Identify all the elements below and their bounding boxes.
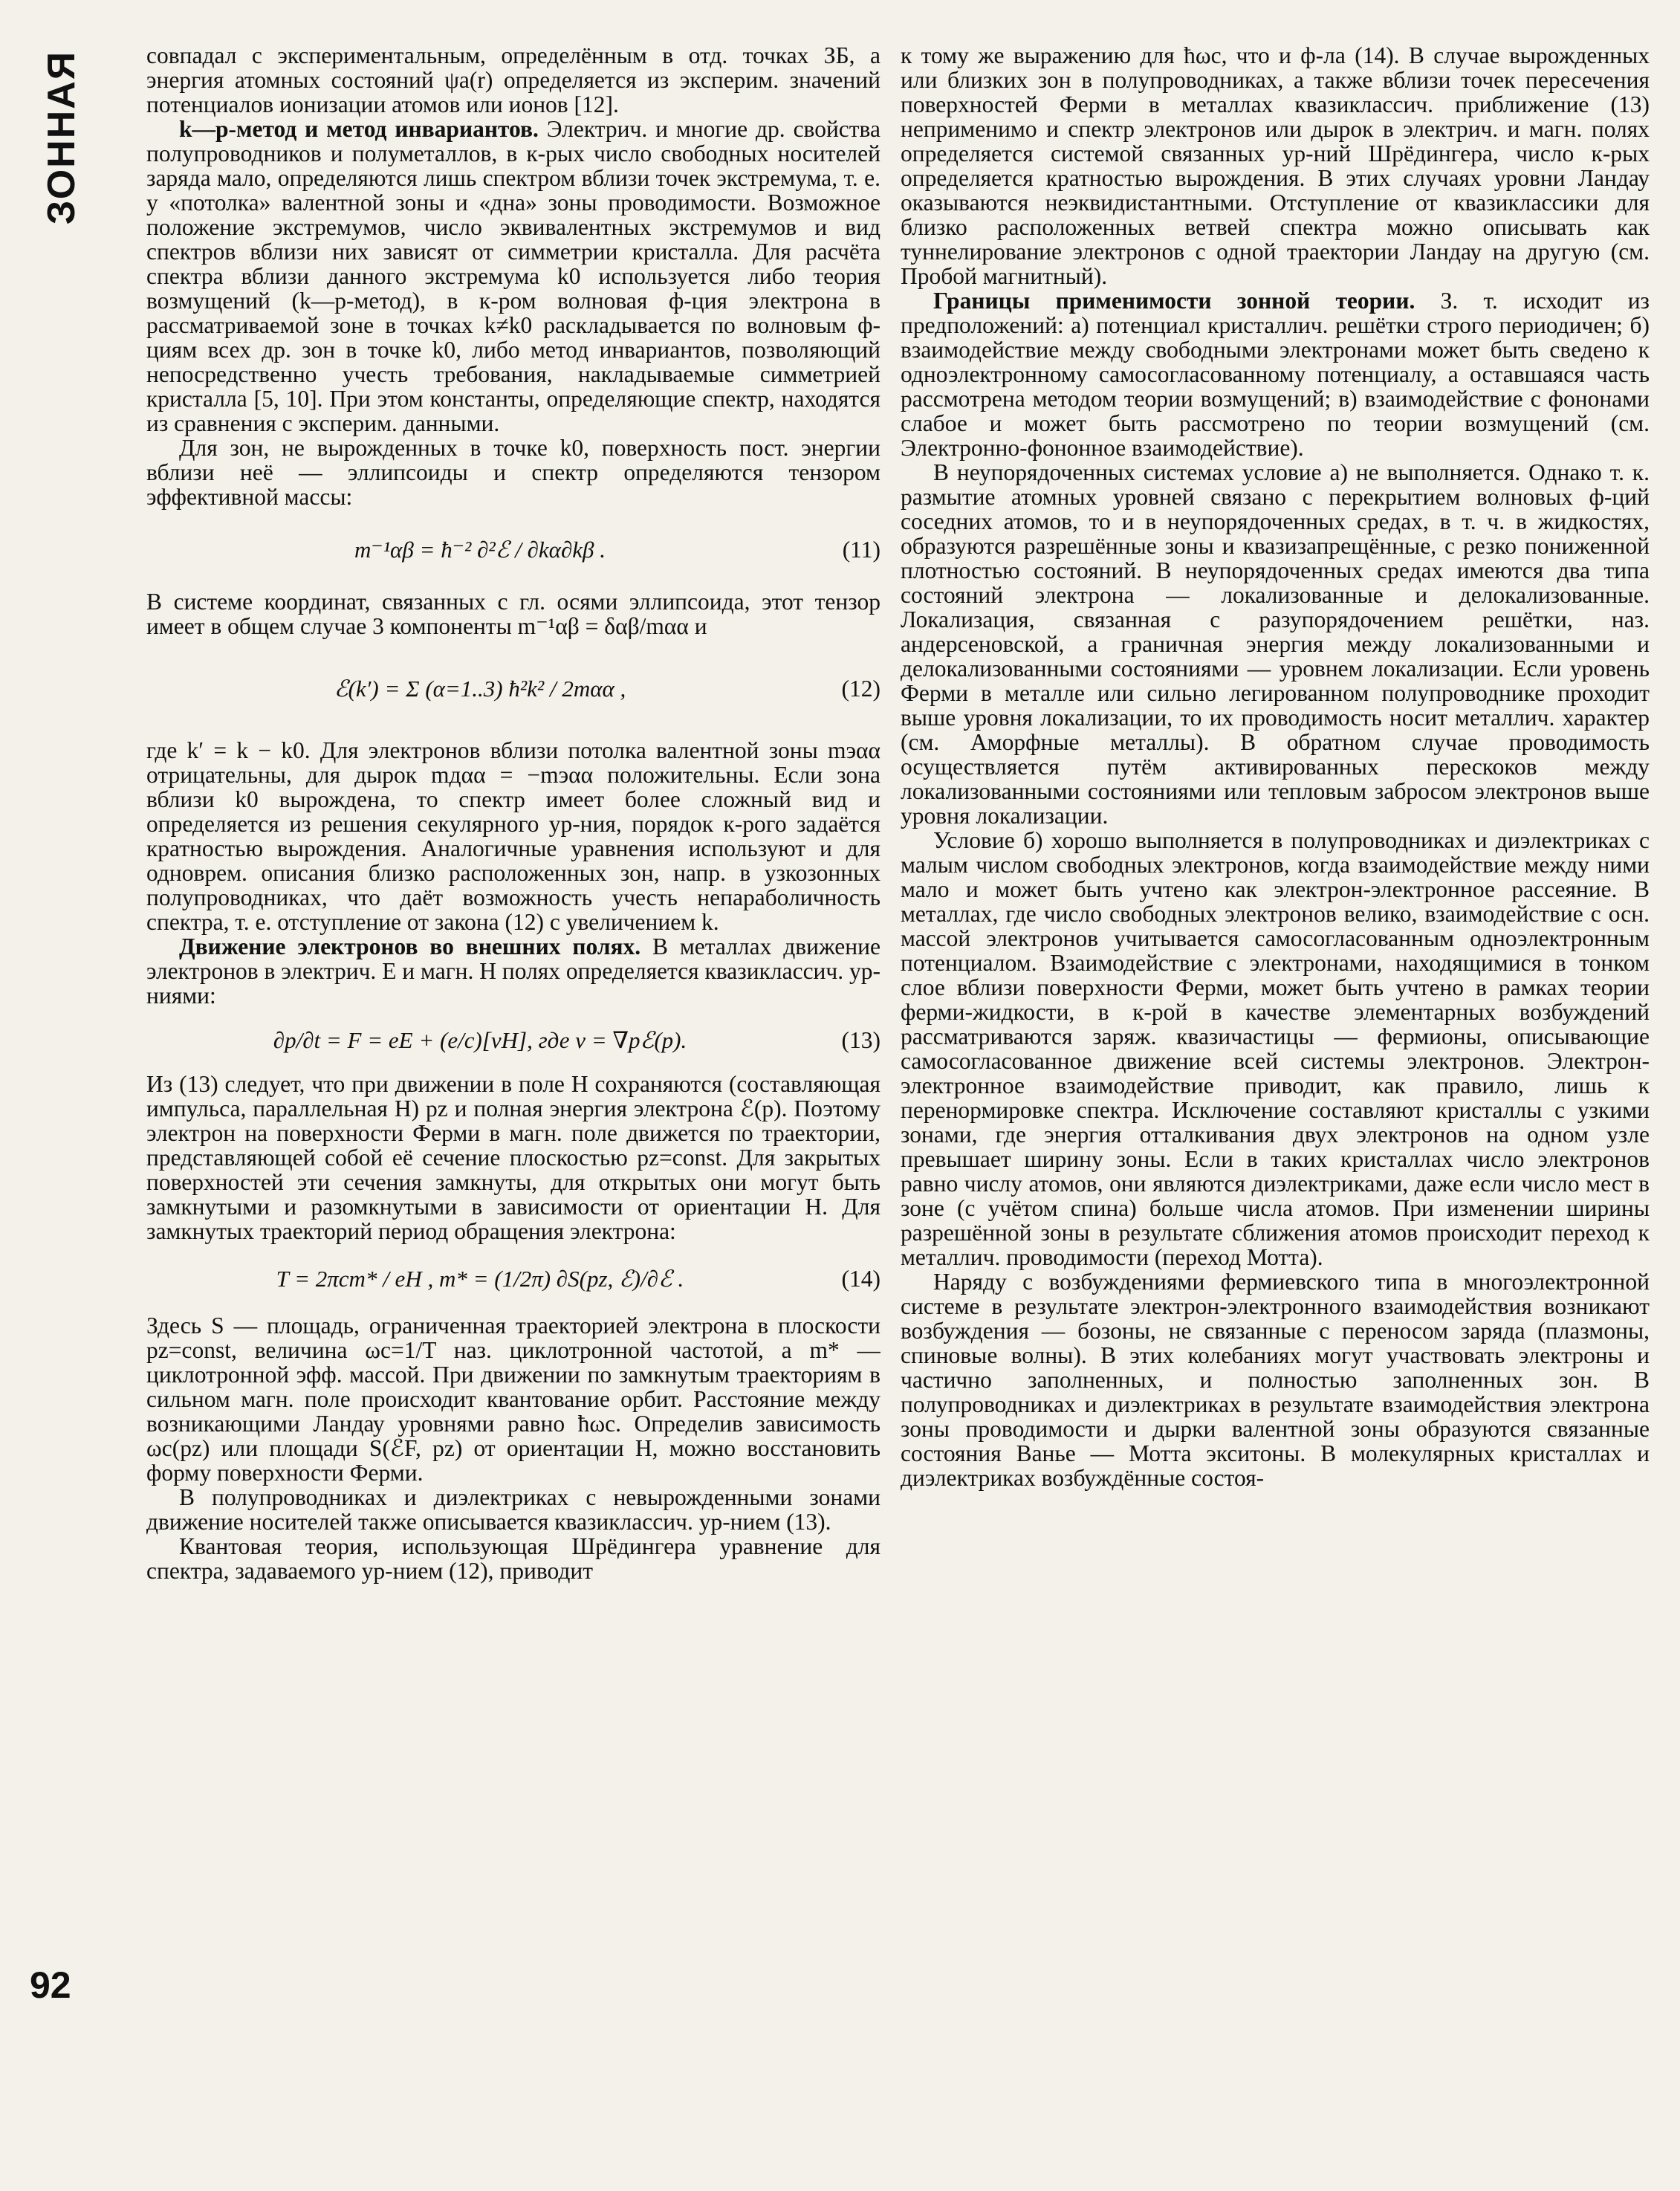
paragraph: k—p-метод и метод инвариантов. Электрич. и многие др. свойства полупроводников и полуметаллов, в к-рых число свободных носителей заряда мало, определяются лишь спектром вблизи точек экстремума, т. е. у «потолка» валентной зоны и «дна» зоны проводимости. Возможное положение экстремумов, число эквивалентных экстремумов и вид спектров вблизи них зависят от симметрии кристалла. Для расчёта спектра вблизи данного экстремума k0 используется либо теория возмущений (k—p-метод), в к-ром волновая ф-ция электрона в рассматриваемой зоне в точках k≠k0 раскладывается по волновым ф-циям всех др. зон в точке k0, либо метод инвариантов, позволяющий непосредственно учесть требования, накладываемые симметрией кристалла [5, 10]. При этом константы, определяющие спектр, находятся из сравнения с эксперим. данными. [146,116,880,436]
paragraph: В системе координат, связанных с гл. осями эллипсоида, этот тензор имеет в общем случае 3 компоненты m⁻¹αβ = δαβ/mαα и [146,589,880,639]
formula-number: (12) [841,675,880,702]
section-heading: Границы применимости зонной теории. [933,288,1415,314]
paragraph: где k′ = k − k0. Для электронов вблизи потолка валентной зоны mэαα отрицательны, для дырок mдαα = −mэαα положительны. Если зона вблизи k0 вырождена, то спектр имеет более сложный вид и определяется из решения секулярного ур-ния, порядок к-рого задаётся кратностью вырождения. Аналогичные уравнения используют и для одноврем. описания близко расположенных зон, напр. в узкозонных полупроводниках, что даёт возможность учесть непараболичность спектра, т. е. отступление от закона (12) с увеличением k. [146,737,880,935]
section-heading: k—p-метод и метод инвариантов. [179,116,539,142]
paragraph: Условие б) хорошо выполняется в полупроводниках и диэлектриках с малым числом свободных электронов, когда взаимодействие между ними мало и может быть учтено как электрон-электронное рассеяние. В металлах, где число свободных электронов велико, взаимодействие с осн. массой электронов учитывается самосогласованным одноэлектронным потенциалом. Взаимодействие с электронами, находящимися в тонком слое вблизи поверхности Ферми, может быть учтено в рамках теории ферми-жидкости, в к-рой в качестве элементарных возбуждений рассматриваются заряж. квазичастицы — фермионы, описывающие самосогласованное движение всей системы электронов. Электрон-электронное взаимодействие приводит, как правило, лишь к перенормировке спектра. Исключение составляют кристаллы с узкими зонами, где энергия отталкивания двух электронов на одном узле превышает ширину зоны. Если в таких кристаллах число электронов равно числу атомов, они являются диэлектриками, даже если число мест в зоне (с учётом спина) больше числа атомов. При изменении ширины разрешённой зоны в результате сближения атомов происходит переход к металлич. проводимости (переход Мотта). [901,827,1650,1270]
page-number: 92 [30,1964,71,2006]
running-head-text: ЗОННАЯ [40,50,83,225]
formula-expression: ∂p/∂t = F = eE + (e/c)[vH], где v = ∇pℰ(p). [273,1026,687,1053]
running-head [36,52,88,223]
formula-number: (14) [841,1265,880,1292]
paragraph: В полупроводниках и диэлектриках с невырожденными зонами движение носителей также описывается квазиклассич. ур-нием (13). [146,1484,880,1535]
formula-expression: ℰ(k′) = Σ (α=1..3) ħ²k² / 2mαα , [334,675,626,702]
formula-14 [146,1249,880,1307]
paragraph: Квантовая теория, использующая Шрёдингера уравнение для спектра, задаваемого ур-нием (12), приводит [146,1533,880,1584]
paragraph: к тому же выражению для ħωc, что и ф-ла (14). В случае вырожденных или близких зон в полупроводниках, а также вблизи точек пересечения поверхностей Ферми в металлах квазиклассич. приближение (13) неприменимо и спектр электронов или дырок в электрич. и магн. полях определяется системой связанных ур-ний Шрёдингера, число к-рых определяется кратностью вырождения. В этих случаях уровни Ландау оказываются неэквидистантными. Отступление от квазиклассики для близко расположенных ветвей спектра можно описывать как туннелирование электронов с одной траектории Ландау на другую (см. Пробой магнитный). [901,43,1650,289]
paragraph: Наряду с возбуждениями фермиевского типа в многоэлектронной системе в результате электрон-электронного взаимодействия возникают возбуждения — бозоны, не связанные с переносом заряда (плазмоны, спиновые волны). В этих колебаниях могут участвовать электроны и частично заполненных, и полностью заполненных зон. В полупроводниках и диэлектриках в результате взаимодействия электрона зоны проводимости и дырки валентной зоны образуются связанные состояния Ванье — Мотта экситоны. В молекулярных кристаллах и диэлектриках возбуждённые состоя- [901,1269,1650,1491]
formula-13 [146,1014,880,1066]
formula-expression: T = 2πcm* / eH , m* = (1/2π) ∂S(pz, ℰ)/∂ℰ . [276,1265,684,1292]
formula-number: (13) [841,1026,880,1053]
paragraph: Здесь S — площадь, ограниченная траекторией электрона в плоскости pz=const, величина ωc=1/T наз. циклотронной частотой, а m* — циклотронной эфф. массой. При движении по замкнутым траекториям в сильном магн. поле происходит квантование орбит. Расстояние между возникающими Ландау уровнями равно ħωc. Определив зависимость ωc(pz) или площади S(ℰF, pz) от ориентации H, можно восстановить форму поверхности Ферми. [146,1313,880,1486]
formula-11 [146,515,880,583]
left-column [146,43,880,2013]
formula-12 [146,644,880,732]
paragraph: Из (13) следует, что при движении в поле H сохраняются (составляющая импульса, параллельная H) pz и полная энергия электрона ℰ(p). Поэтому электрон на поверхности Ферми в магн. поле движется по траектории, представляющей собой её сечение плоскостью pz=const. Для закрытых поверхностей эти сечения замкнуты, для открытых они могут быть замкнутыми и разомкнутыми в зависимости от ориентации H. Для замкнутых траекторий период обращения электрона: [146,1071,880,1244]
paragraph: Для зон, не вырожденных в точке k0, поверхность пост. энергии вблизи неё — эллипсоиды и спектр определяются тензором эффективной массы: [146,435,880,510]
section-heading: Движение электронов во внешних полях. [179,933,641,959]
paragraph: Движение электронов во внешних полях. В металлах движение электронов в электрич. E и магн. H полях определяется квазиклассич. ур-ниями: [146,933,880,1009]
paragraph: В неупорядоченных системах условие а) не выполняется. Однако т. к. размытие атомных уровней связано с перекрытием волновых ф-ций соседних атомов, то и в неупорядоченных средах, в т. ч. в жидкостях, образуются разрешённые зоны и квазизапрещённые, с резко пониженной плотностью состояний. В неупорядоченных средах имеются два типа состояний электрона — локализованные и делокализованные. Локализация, связанная с разупорядочением решётки, наз. андерсеновской, а граничная энергия между локализованными и делокализованными состояниями — уровнем локализации. Если уровень Ферми в металле или сильно легированном полупроводнике проходит выше уровня локализации, то их проводимость носит металлич. характер (см. Аморфные металлы). В обратном случае проводимость осуществляется путём активированных перескоков между локализованными состояниями или тепловым забросом электронов выше уровня локализации. [901,459,1650,829]
formula-expression: m⁻¹αβ = ħ⁻² ∂²ℰ / ∂kα∂kβ . [354,536,606,563]
paragraph: Границы применимости зонной теории. З. т. исходит из предположений: а) потенциал кристаллич. решётки строго периодичен; б) взаимодействие между свободными электронами может быть сведено к одноэлектронному самосогласованному потенциалу, а оставшаяся часть рассмотрена методом теории возмущений; в) взаимодействие с фононами слабое и может быть рассмотрено по теории возмущений (см. Электронно-фононное взаимодействие). [901,288,1650,461]
formula-number: (11) [842,536,880,563]
right-column [901,43,1650,2013]
paragraph: совпадал с экспериментальным, определённым в отд. точках ЗБ, а энергия атомных состояний ψa(r) определяется из эксперим. значений потенциалов ионизации атомов или ионов [12]. [146,43,880,117]
